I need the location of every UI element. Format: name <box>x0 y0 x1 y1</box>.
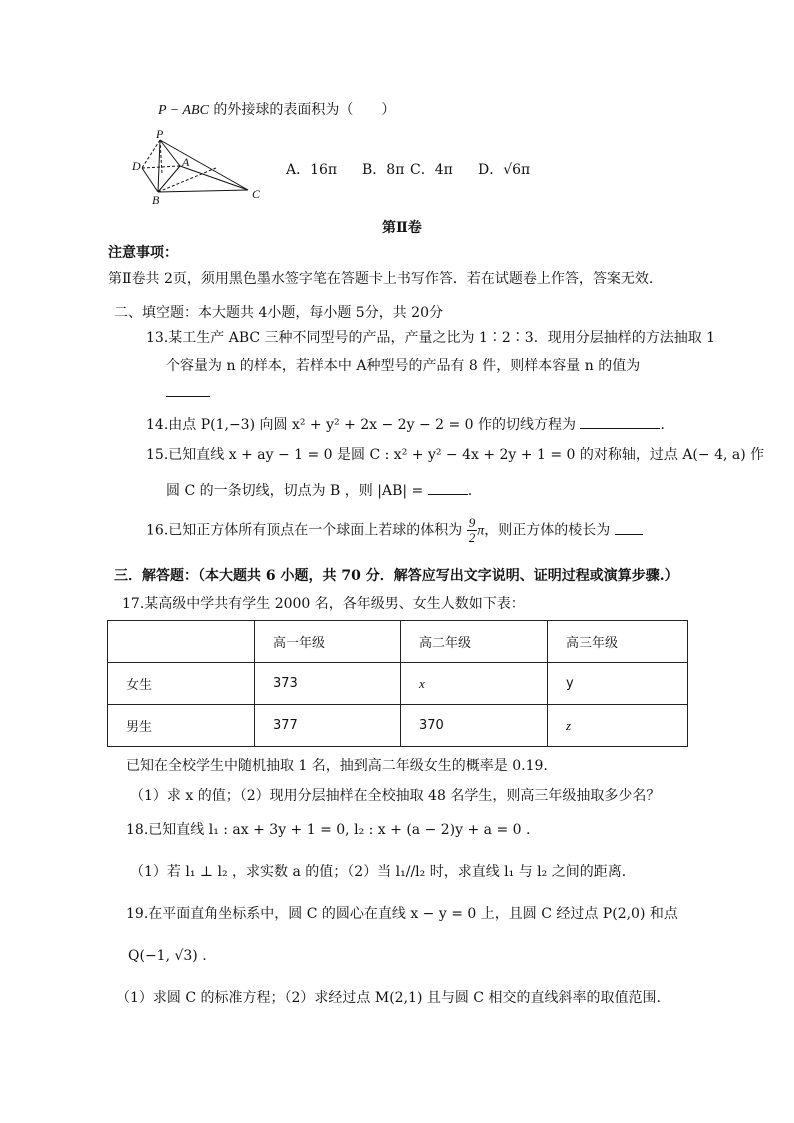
q17-parts: （1）求 x 的值；（2）现用分层抽样在全校抽取 48 名学生，则高三年级抽取多少名？ <box>130 788 661 804</box>
edge-pc <box>160 140 248 190</box>
table-cell: 373 <box>255 663 401 705</box>
q14-text: 14.由点 P(1,−3) 向圆 x² + y² + 2x − 2y − 2 = 0 作的切线方程为 <box>146 417 577 433</box>
q12-option-d: D．√6π <box>478 162 531 178</box>
q19-line2: Q(−1, √3) . <box>128 948 207 964</box>
q16-pre: 16.已知正方体所有顶点在一个球面上若球的体积为 <box>146 522 463 539</box>
q13-line1: 13.某工生产 ABC 三种不同型号的产品，产量之比为 1∶2∶3．现用分层抽样的方法抽取 1 <box>146 330 716 346</box>
q16-answer-blank[interactable] <box>615 520 643 535</box>
q14-line <box>146 414 674 435</box>
part2-title: 第Ⅱ卷 <box>382 220 422 236</box>
q14-answer-blank[interactable] <box>580 414 660 429</box>
q17-intro: 17.某高级中学共有学生 2000 名，各年级男、女生人数如下表： <box>122 596 525 612</box>
table-row <box>108 621 688 663</box>
edge-inner2 <box>158 168 216 192</box>
q15-answer-blank[interactable] <box>428 480 468 495</box>
section2-heading: 二、填空题：本大题共 4小题，每小题 5分，共 20分 <box>114 305 443 321</box>
table-cell: z <box>548 705 688 747</box>
edge-db <box>142 168 158 192</box>
q12-stem-rest: 的外接球的表面积为（ ） <box>208 102 396 118</box>
q12-stem <box>158 100 395 121</box>
table-cell: 男生 <box>108 705 255 747</box>
q12-option-b: B．8π <box>362 162 405 178</box>
edge-ac <box>180 166 248 190</box>
q19-parts: （1）求圆 C 的标准方程；（2）求经过点 M(2,1) 且与圆 C 相交的直线斜率的取值范围. <box>116 990 661 1006</box>
q17-prob: 已知在全校学生中随机抽取 1 名，抽到高二年级女生的概率是 0.19. <box>126 758 548 774</box>
label-b: B <box>152 193 160 207</box>
notice-text: 第Ⅱ卷共 2页，须用黑色墨水签字笔在答题卡上书写作答．若在试题卷上作答，答案无效． <box>108 271 663 287</box>
table-cell: 高二年级 <box>401 621 548 663</box>
q15-end: . <box>467 483 473 499</box>
notice-title: 注意事项： <box>108 245 178 261</box>
q18-parts: （1）若 l₁ ⊥ l₂ ，求实数 a 的值；（2）当 l₁//l₂ 时，求直线 l₁ 与 l₂ 之间的距离． <box>130 864 636 880</box>
edge-pb <box>158 140 160 192</box>
table-cell <box>108 621 255 663</box>
q12-stem-lead: P − ABC <box>158 103 209 118</box>
q18-stem: 18.已知直线 l₁ : ax + 3y + 1 = 0, l₂ : x + (a − 2)y + a = 0 . <box>126 822 531 838</box>
edge-bc <box>158 190 248 192</box>
q15-line2 <box>166 480 472 501</box>
pyramid-figure <box>128 128 268 208</box>
q13-line2: 个容量为 n 的样本，若样本中 A种型号的产品有 8 件，则样本容量 n 的值为 <box>166 358 641 374</box>
table-row <box>108 705 688 747</box>
table-cell: 370 <box>401 705 548 747</box>
q13-answer-blank[interactable] <box>166 382 210 397</box>
q14-end: ． <box>660 417 675 433</box>
q16-pi: π <box>477 523 485 539</box>
q16-frac-den: 2 <box>468 530 476 545</box>
section3-heading: 三．解答题：（本大题共 6 小题，共 70 分．解答应写出文字说明、证明过程或演算步骤.） <box>114 568 679 584</box>
label-a: A <box>182 155 190 169</box>
q13-line3 <box>166 382 210 403</box>
label-d: D <box>132 159 141 173</box>
table-cell: 女生 <box>108 663 255 705</box>
edge-ba <box>158 166 180 192</box>
q16-frac-num: 9 <box>468 515 476 530</box>
q12-option-a: A．16π <box>286 162 338 178</box>
table-cell: 377 <box>255 705 401 747</box>
table-cell: x <box>401 663 548 705</box>
edge-pd <box>142 140 160 168</box>
q15-line1: 15.已知直线 x + ay − 1 = 0 是圆 C : x² + y² − 4x + 2y + 1 = 0 的对称轴，过点 A(− 4, a) 作 <box>146 447 765 463</box>
q16-line <box>146 516 643 545</box>
edge-pa <box>160 140 180 166</box>
q15-text: 圆 C 的一条切线，切点为 B ，则 |AB| = <box>166 483 424 499</box>
table-cell: 高一年级 <box>255 621 401 663</box>
q16-fraction <box>467 516 478 545</box>
label-c: C <box>252 187 261 201</box>
q19-line1: 19.在平面直角坐标系中，圆 C 的圆心在直线 x − y = 0 上，且圆 C 经过点 P(2,0) 和点 <box>126 906 678 922</box>
label-p: P <box>156 128 164 141</box>
grade-gender-table <box>107 620 688 747</box>
table-row <box>108 663 688 705</box>
q16-post: ，则正方体的棱长为 <box>484 522 611 539</box>
edge-da <box>142 166 180 168</box>
q12-option-c: C．4π <box>410 162 453 178</box>
edge-inner <box>160 140 162 174</box>
table-cell: y <box>548 663 688 705</box>
table-cell: 高三年级 <box>548 621 688 663</box>
